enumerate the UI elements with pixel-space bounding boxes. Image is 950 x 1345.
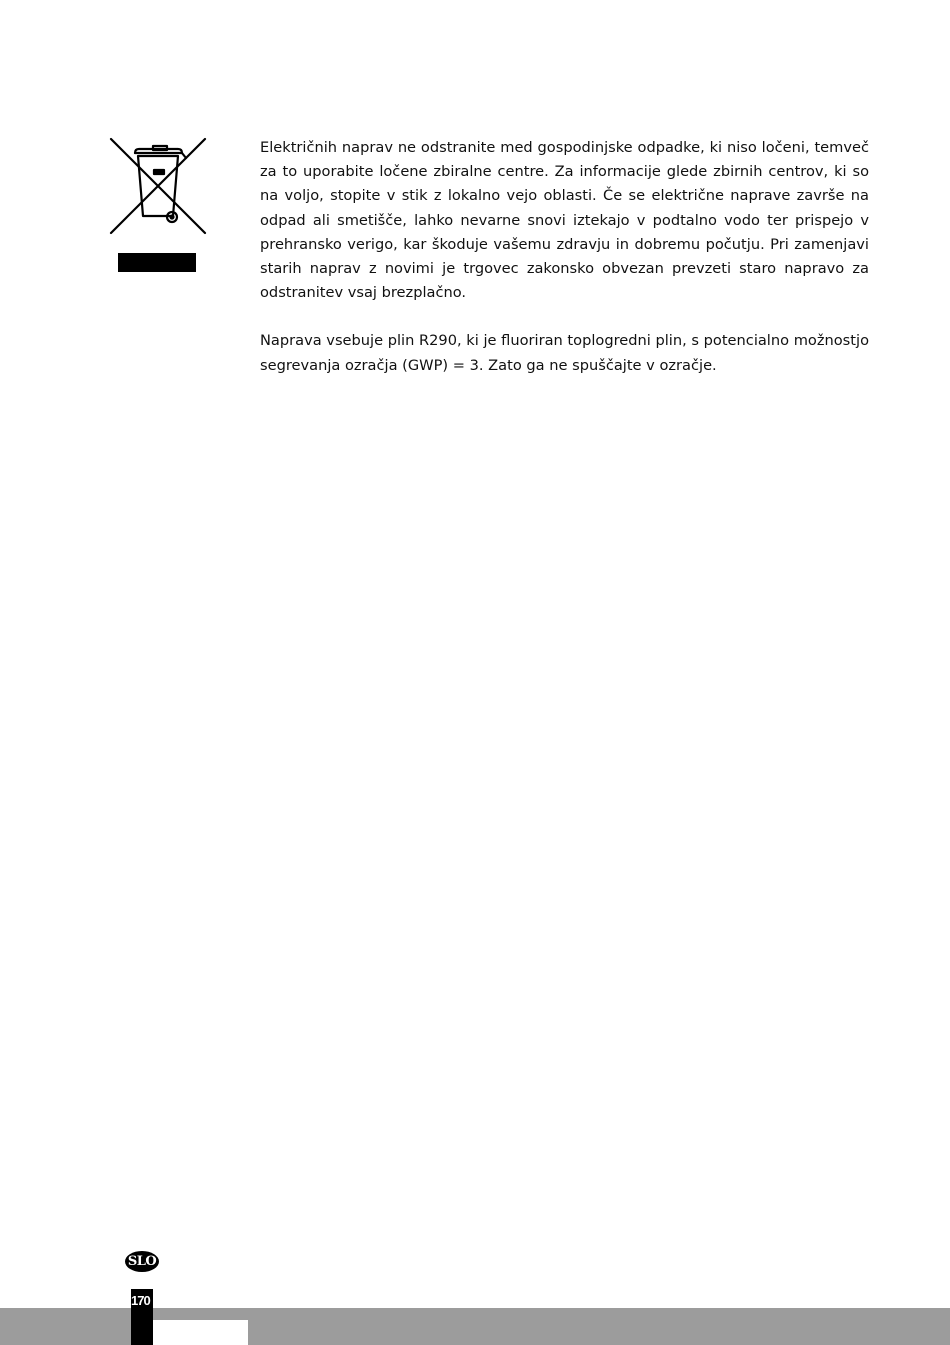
- weee-disposal-paragraph: Električnih naprav ne odstranite med gospodinjske odpadke, ki niso ločeni, temveč za to uporabite ločene zbiralne centre. Za informacije glede zbirnih centrov, ki so na voljo, stopite v stik z lokalno vejo oblasti. Če se električne naprave završe na odpad ali smetišče, lahko nevarne snovi iztekajo v podtalno vodo ter prispejo v prehransko verigo, kar škoduje vašemu zdravju in dobremu počutju. Pri zamenjavi starih naprav z novimi je trgovec zakonsko obvezan prevzeti staro napravo za odstranitev vsaj brezplačno.: [260, 139, 869, 302]
- page-number: 170: [131, 1293, 150, 1308]
- crossed-out-wheelie-bin-icon: [108, 136, 208, 236]
- refrigerant-paragraph: Naprava vsebuje plin R290, ki je fluoriran toplogredni plin, s potencialno možnostjo segrevanja ozračja (GWP) = 3. Zato ga ne spuščajte v ozračje.: [260, 332, 869, 374]
- text-block: [260, 136, 869, 378]
- weee-underline-bar: [118, 253, 196, 272]
- footer-white-block: [153, 1320, 248, 1345]
- language-badge: SLO: [125, 1251, 159, 1272]
